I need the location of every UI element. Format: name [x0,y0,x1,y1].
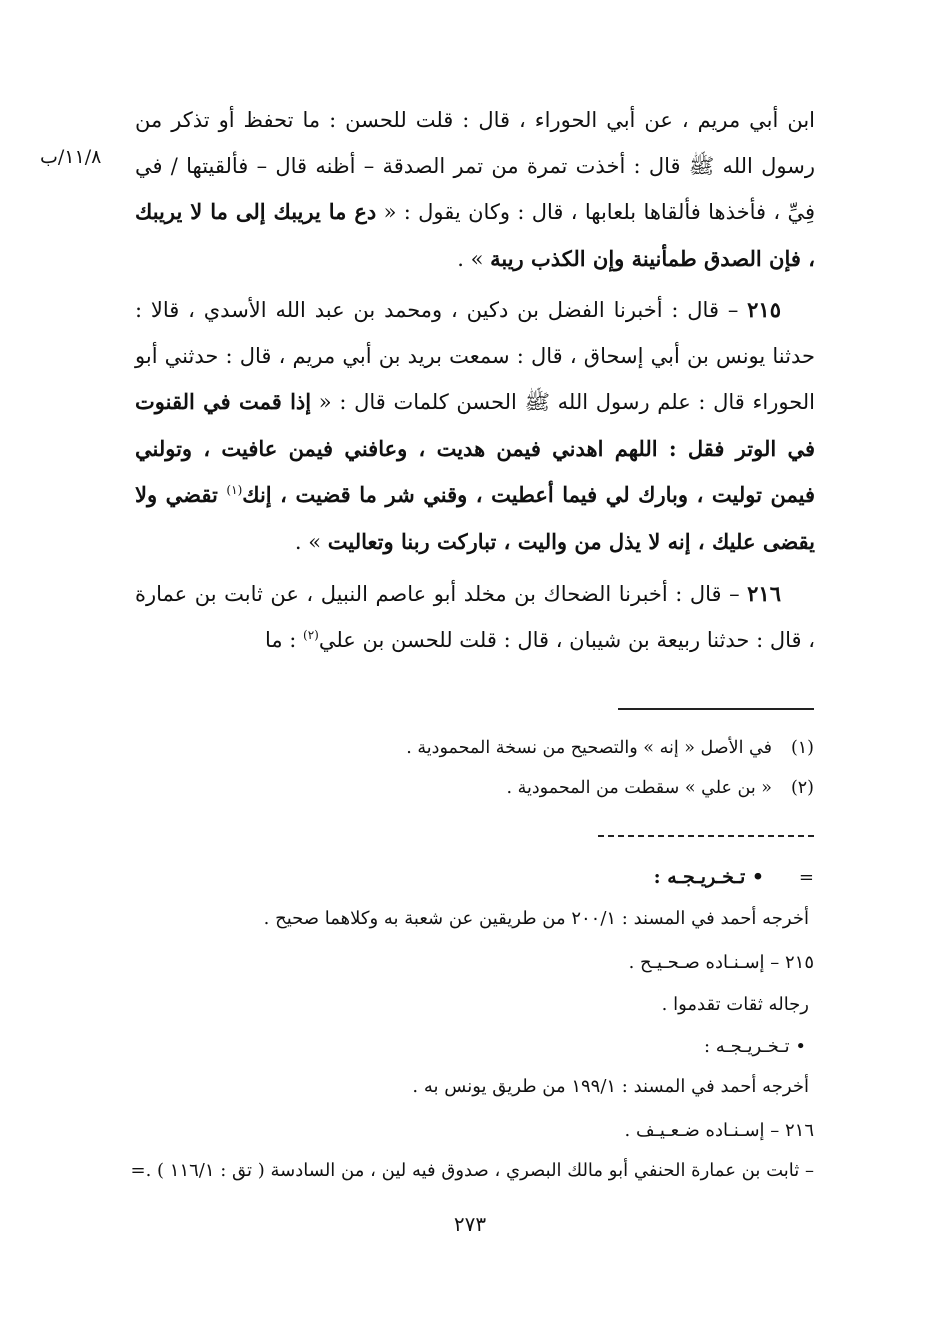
takhrij-heading-2: • تـخـريـجـه : [703,1036,806,1057]
paragraph-hadith-215: ٢١٥ – قال : أخبرنا الفضل بن دكين ، ومحمد بن عبد الله الأسدي ، قالا : حدثنا يونس بن أبي إسحاق ، قال : سمعت بريد بن أبي مريم ، قال : حدثني أبو الحوراء قال : علم رسول الله ﷺ الحسن كلمات قال : « إذا قمت في القنوت في الوتر فقل : اللهم اهدني فيمن هديت ، وعافني فيمن عافيت ، وتولني فيمن توليت ، وبارك لي فيما أعطيت ، وقني شر ما قضيت ، إنك$^{(١)}$ تقضي ولا يقضى عليك ، إنه لا يذل من واليت ، تباركت ربنا وتعاليت » . [135,297,816,554]
hadith-number: ٢١٥ [747,297,781,322]
commentary-divider [598,835,814,837]
paragraph-continuation: ابن أبي مريم ، عن أبي الحوراء ، قال : قلت للحسن : ما تحفظ أو تذكر من رسول الله ﷺ قال : أخذت تمرة من تمر الصدقة – أظنه قال – فألقيتها / في فِيِّ ، فأخذها فألقاها بلعابها ، قال : وكان يقول : « دع ما يريبك إلى ما لا يريبك ، فإن الصدق طمأنينة وإن الكذب ريبة » . [135,108,815,271]
rijal-note: رجاله ثقات تقدموا . [661,994,809,1015]
takhrij-heading-1: =• تـخـريـجـه : [653,866,814,888]
footnote-ref: (١) [226,483,243,497]
narrator-note: – ثابت بن عمارة الحنفي أبو مالك البصري ، صدوق فيه لين ، من السادسة ( تق : ١١٦/١ ) .= [130,1160,814,1181]
footnote-2: (٢)« بن علي » سقطت من المحمودية . [506,778,814,798]
footnote-1: (١)في الأصل « إنه » والتصحيح من نسخة المحمودية . [406,738,814,758]
hadith-number: ٢١٦ [747,581,781,606]
hadith-quote: إذا قمت في القنوت في الوتر فقل : اللهم اهدني فيمن هديت ، وعافني فيمن عافيت ، وتولني فيمن توليت ، وبارك لي فيما أعطيت ، وقني شر ما قضيت ، إنك [135,389,816,507]
page-number: ٢٧٣ [453,1212,487,1236]
continuation-mark: = [798,867,814,888]
footnote-ref: (٢) [303,627,319,642]
footnote-divider [618,708,814,710]
paragraph-hadith-216: ٢١٦ – قال : أخبرنا الضحاك بن مخلد أبو عاصم النبيل ، عن ثابت بن عمارة ، قال : حدثنا ربيعة بن شيبان ، قال : قلت للحسن بن علي$^{(٢)}$ : ما [135,581,815,652]
takhrij-text-2: أخرجه أحمد في المسند : ١٩٩/١ من طريق يونس به . [412,1076,809,1097]
manuscript-folio-note: ١١/٨/ب [40,146,102,168]
main-text [135,98,815,663]
isnad-215: ٢١٥ – إسـنـاده صـحـيـح . [628,952,814,973]
hadith-quote-cont: تقضي ولا يقضى عليك ، إنه لا يذل من واليت ، تباركت ربنا وتعاليت [135,482,815,554]
takhrij-text-1: أخرجه أحمد في المسند : ٢٠٠/١ من طريقين عن شعبة به وكلاهما صحيح . [263,908,809,929]
hadith-quote: دع ما يريبك إلى ما لا يريبك ، فإن الصدق طمأنينة وإن الكذب ريبة [135,199,815,271]
isnad-216: ٢١٦ – إسـنـاده ضـعـيـف . [624,1120,814,1141]
